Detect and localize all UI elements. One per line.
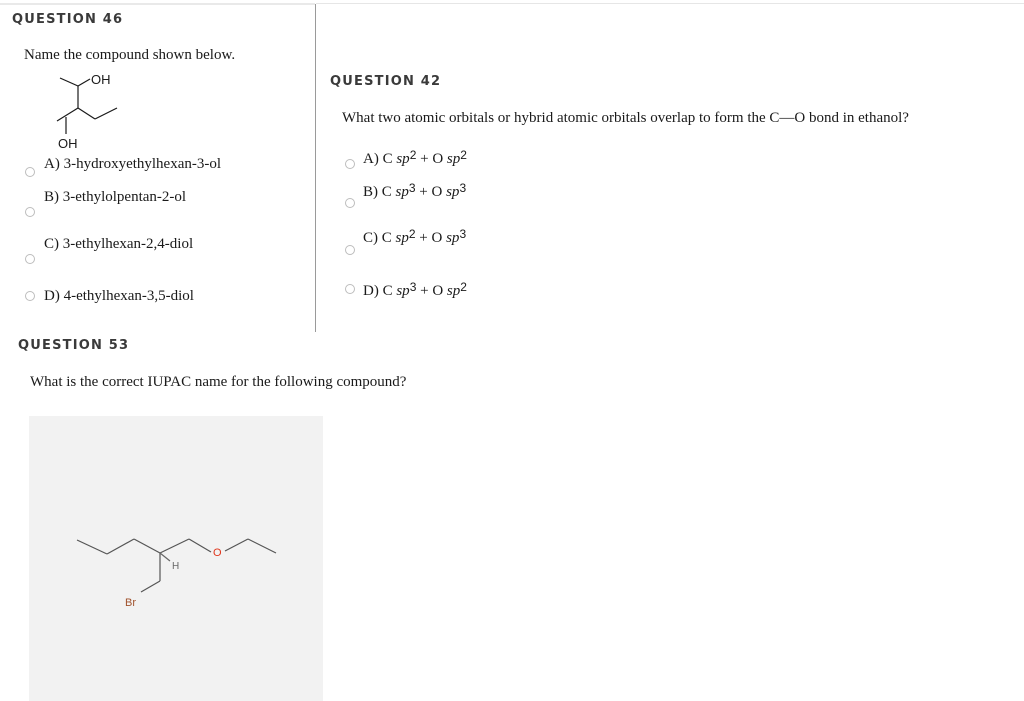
q46-option-b-radio[interactable] [25, 207, 35, 217]
q53-bond [141, 581, 160, 592]
q42-option-b-label[interactable]: B) C $sp^3 + O$ $sp^3$ [363, 181, 467, 200]
q53-bond [248, 539, 276, 553]
q46-option-b-label[interactable]: B) 3-ethylolpentan-2-ol [44, 189, 187, 205]
q53-bond [189, 539, 211, 552]
q46-bond [57, 108, 78, 121]
q53-bond [134, 539, 160, 553]
q53-o-label: O [213, 547, 222, 559]
q46-prompt: Name the compound shown below. [24, 47, 236, 63]
q46-option-d-radio[interactable] [25, 291, 35, 301]
q42-option-d-label[interactable]: D) C $sp^3 + O$ $sp^2$ [363, 280, 467, 299]
q46-oh-bottom-label: OH [58, 136, 78, 151]
q53-prompt: What is the correct IUPAC name for the following compound? [30, 374, 407, 390]
q46-bond [78, 79, 90, 86]
q53-molecule-structure [29, 416, 323, 701]
q46-oh-top-label: OH [91, 72, 111, 87]
q53-bond [107, 539, 134, 554]
q53-h-label: H [172, 561, 180, 572]
column-divider [315, 4, 316, 332]
q53-bond [160, 539, 189, 553]
q46-option-c-radio[interactable] [25, 254, 35, 264]
q42-option-c-label[interactable]: C) C $sp^2 + O$ $sp^3$ [363, 227, 467, 246]
q42-top-divider [316, 3, 1024, 4]
q46-header: QUESTION 46 [12, 12, 124, 27]
q42-prompt: What two atomic orbitals or hybrid atomic orbitals overlap to form the C—O bond in ethanol? [342, 110, 909, 126]
q42-option-b-radio[interactable] [345, 198, 355, 208]
q42-header: QUESTION 42 [330, 74, 442, 89]
q53-bond [225, 539, 248, 551]
q46-molecule-structure [45, 68, 165, 158]
q42-option-d-radio[interactable] [345, 284, 355, 294]
q46-option-d-label[interactable]: D) 4-ethylhexan-3,5-diol [44, 288, 194, 304]
q42-option-a-radio[interactable] [345, 159, 355, 169]
q53-br-label: Br [125, 597, 136, 609]
q53-molecule-image [29, 416, 323, 701]
q46-option-a-label[interactable]: A) 3-hydroxyethylhexan-3-ol [44, 156, 222, 172]
q46-header-divider [0, 3, 315, 5]
q46-option-c-label[interactable]: C) 3-ethylhexan-2,4-diol [44, 236, 194, 252]
q53-bond [77, 540, 107, 554]
q53-h-bond [160, 553, 170, 561]
q46-option-a-radio[interactable] [25, 167, 35, 177]
q46-bond [95, 108, 117, 119]
q46-bond [60, 78, 78, 86]
q42-option-a-label[interactable]: A) C $sp^2 + O$ $sp^2$ [363, 148, 467, 167]
q53-header: QUESTION 53 [18, 338, 130, 353]
q42-option-c-radio[interactable] [345, 245, 355, 255]
q46-bond [78, 108, 95, 119]
